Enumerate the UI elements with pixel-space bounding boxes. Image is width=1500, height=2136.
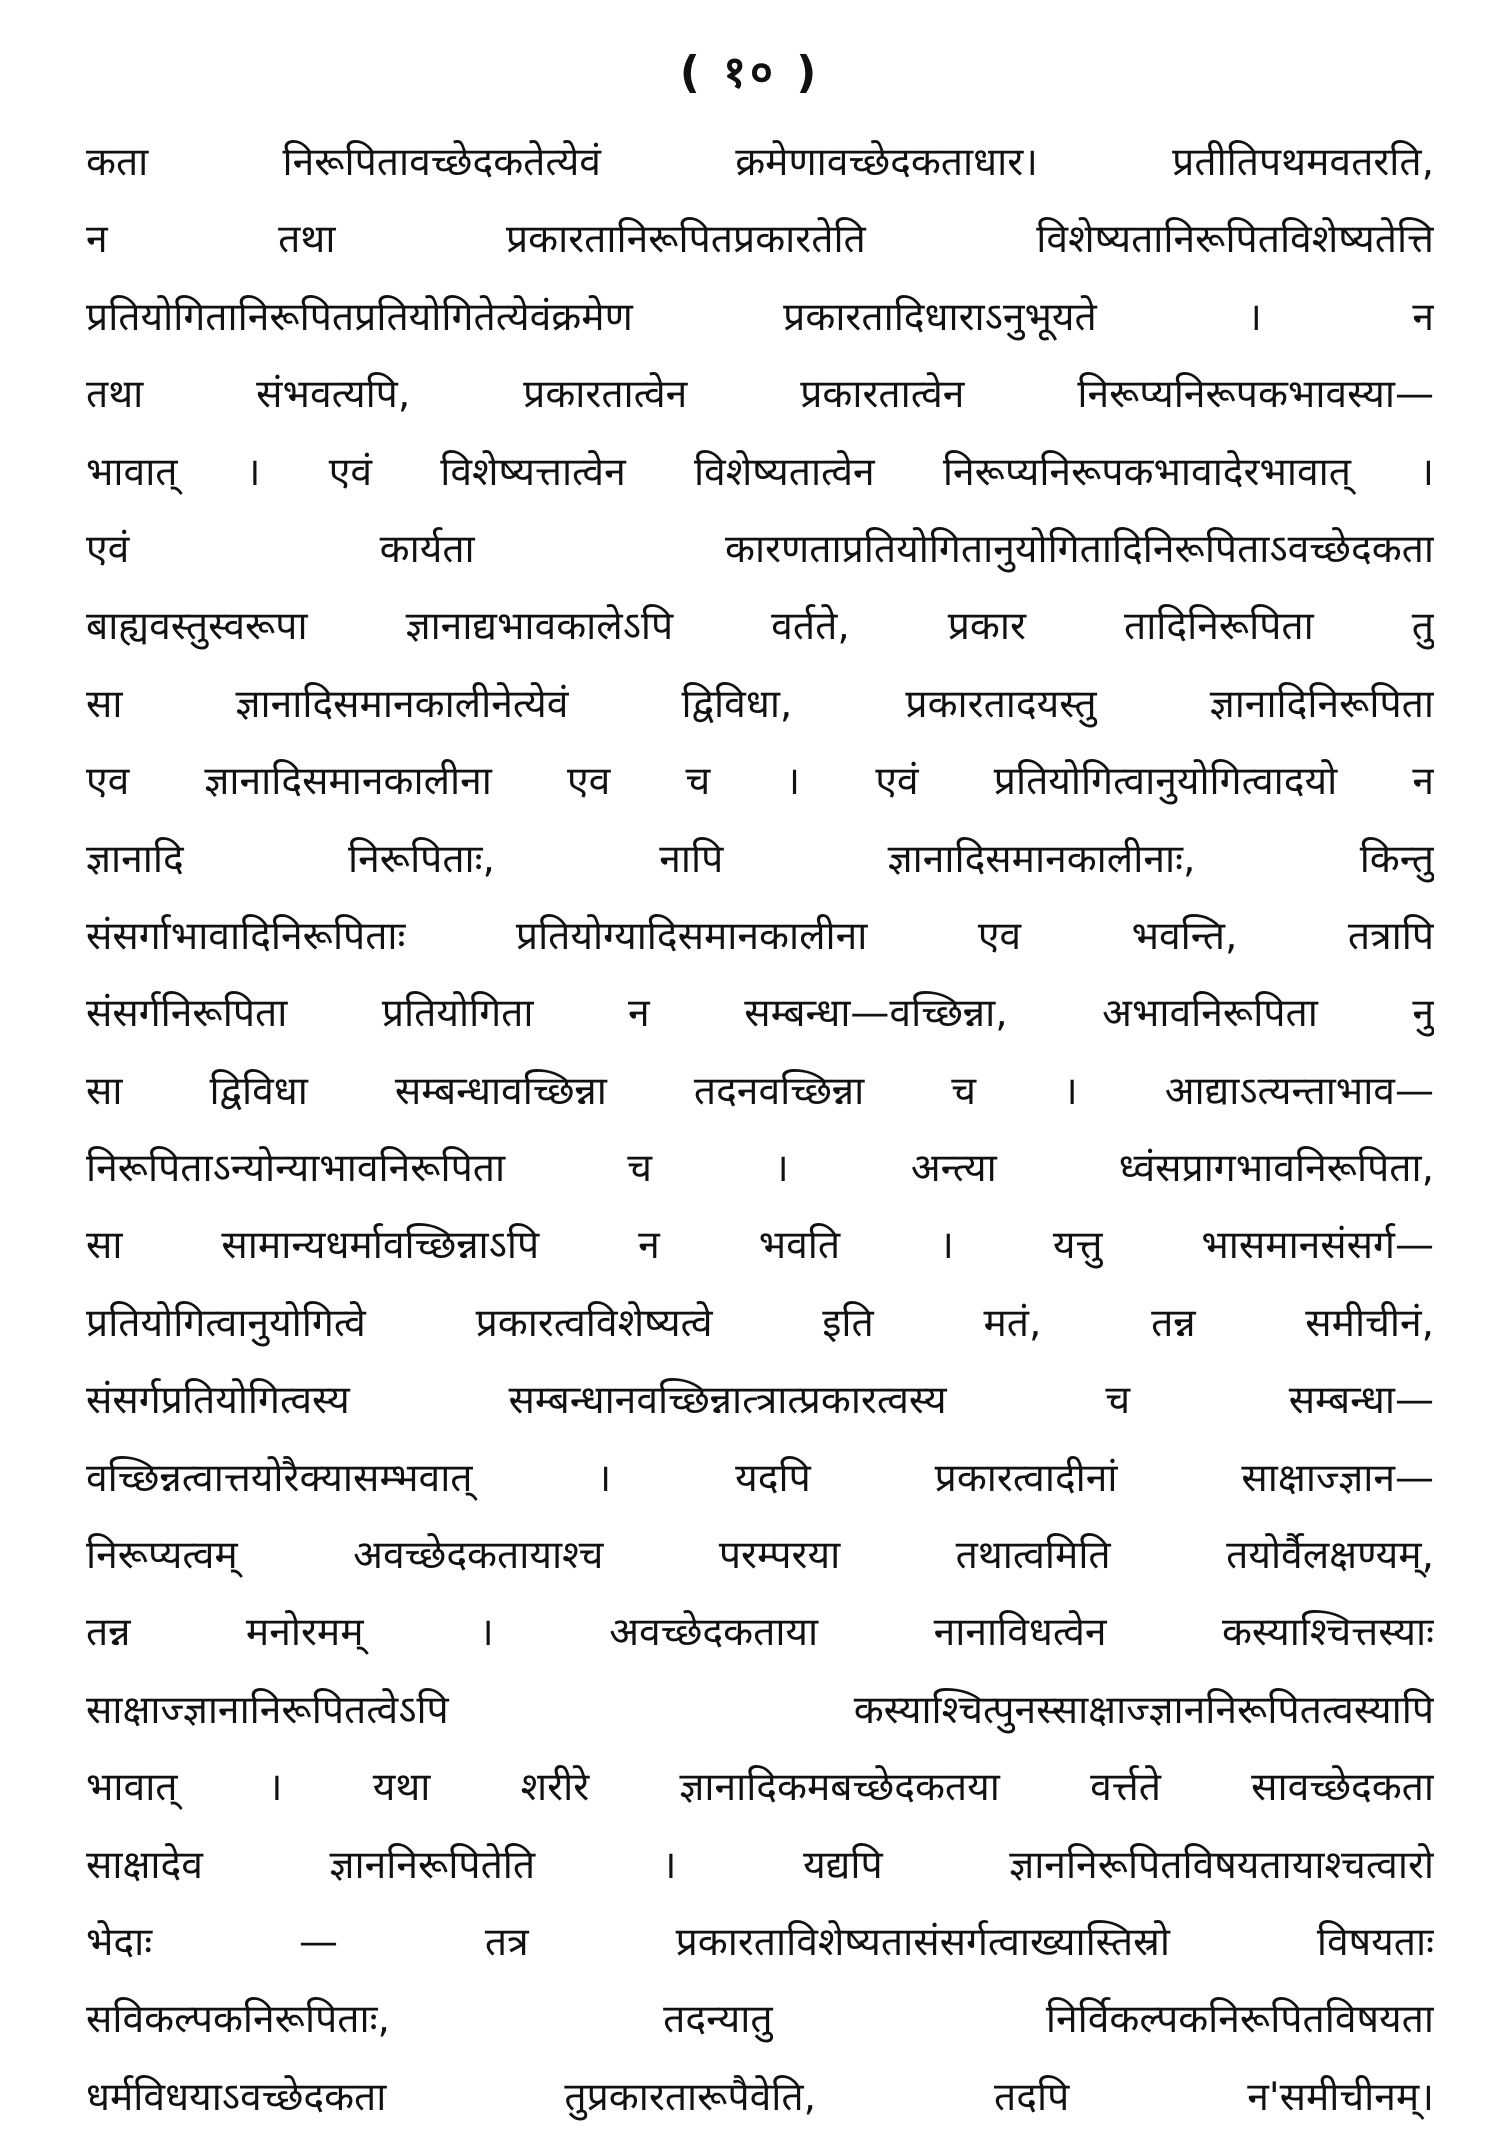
text-line: तन्न मनोरमम् । अवच्छेदकताया नानाविधत्वेन कस्याश्चित्तस्याः — [86, 1610, 1434, 1656]
text-line: एवं कार्यता कारणताप्रतियोगितानुयोगितादिनिरूपिताऽवच्छेदकता — [86, 526, 1434, 572]
text-line: वच्छिन्नत्वात्तयोरैक्यासम्भवात् । यदपि प्रकारत्वादीनां साक्षाज्ज्ञान— — [86, 1455, 1434, 1501]
text-line: निरूपिताऽन्योन्याभावनिरूपिता च । अन्त्या ध्वंसप्रागभावनिरूपिता, — [86, 1146, 1434, 1192]
text-line: सविकल्पकनिरूपिताः, तदन्यातु निर्विकल्पकनिरूपितविषयता — [86, 1997, 1434, 2043]
text-line: प्रतियोगितानिरूपितप्रतियोगितेत्येवंक्रमेण प्रकारतादिधाराऽनुभूयते । न — [86, 294, 1434, 340]
text-line: संसर्गाभावादिनिरूपिताः प्रतियोग्यादिसमानकालीना एव भवन्ति, तत्रापि — [86, 913, 1434, 959]
text-line: संसर्गप्रतियोगित्वस्य सम्बन्धानवच्छिन्नात्त्रात्प्रकारत्वस्य च सम्बन्धा— — [86, 1378, 1434, 1424]
text-line: धर्मविधयाऽवच्छेदकता तुप्रकारतारूपैवेति, तदपि न'समीचीनम्। — [86, 2074, 1434, 2120]
text-line: संसर्गनिरूपिता प्रतियोगिता न सम्बन्धा—वच्छिन्ना, अभावनिरूपिता नु — [86, 991, 1434, 1037]
text-line: प्रतियोगित्वानुयोगित्वे प्रकारत्वविशेष्यत्वे इति मतं, तन्न समीचीनं, — [86, 1300, 1434, 1346]
text-line: बाह्यवस्तुस्वरूपा ज्ञानाद्यभावकालेऽपि वर्तते, प्रकार तादिनिरूपिता तु — [86, 604, 1434, 650]
page-number: ( १० ) — [679, 47, 821, 98]
text-line: एव ज्ञानादिसमानकालीना एव च । एवं प्रतियोगित्वानुयोगित्वादयो न — [86, 759, 1434, 805]
text-line: निरूप्यत्वम् अवच्छेदकतायाश्च परम्परया तथात्वमिति तयोर्वैलक्षण्यम्, — [86, 1533, 1434, 1579]
text-line: भावात् । यथा शरीरे ज्ञानादिकमबच्छेदकतया वर्त्तते सावच्छेदकता — [86, 1765, 1434, 1811]
text-line: सा सामान्यधर्मावच्छिन्नाऽपि न भवति । यत्तु भासमानसंसर्ग— — [86, 1223, 1434, 1269]
text-line: कता निरूपितावच्छेदकतेत्येवं क्रमेणावच्छेदकताधार। प्रतीतिपथमवतरति, — [86, 140, 1434, 185]
text-line: सा द्विविधा सम्बन्धावच्छिन्ना तदनवच्छिन्ना च । आद्याऽत्यन्ताभाव— — [86, 1068, 1434, 1114]
text-line: साक्षादेव ज्ञाननिरूपितेति । यद्यपि ज्ञाननिरूपितविषयतायाश्चत्वारो — [86, 1842, 1434, 1888]
text-line: तथा संभवत्यपि, प्रकारतात्वेन प्रकारतात्वेन निरूप्यनिरूपकभावस्या— — [86, 372, 1434, 418]
body-text — [86, 124, 1434, 2136]
text-line: सा ज्ञानादिसमानकालीनेत्येवं द्विविधा, प्रकारतादयस्तु ज्ञानादिनिरूपिता — [86, 681, 1434, 727]
text-line: भेदाः — तत्र प्रकारताविशेष्यतासंसर्गत्वाख्यास्तिस्रो विषयताः — [86, 1919, 1434, 1965]
text-line: भावात् । एवं विशेष्यत्तात्वेन विशेष्यतात्वेन निरूप्यनिरूपकभावादेरभावात् । — [86, 449, 1434, 495]
text-line: साक्षाज्ज्ञानानिरूपितत्वेऽपि कस्याश्चित्पुनस्साक्षाज्ज्ञाननिरूपितत्वस्यापि — [86, 1687, 1434, 1733]
text-line: न तथा प्रकारतानिरूपितप्रकारतेति विशेष्यतानिरूपितविशेष्यतेत्ति — [86, 217, 1434, 263]
text-line: ज्ञानादि निरूपिताः, नापि ज्ञानादिसमानकालीनाः, किन्तु — [86, 836, 1434, 882]
